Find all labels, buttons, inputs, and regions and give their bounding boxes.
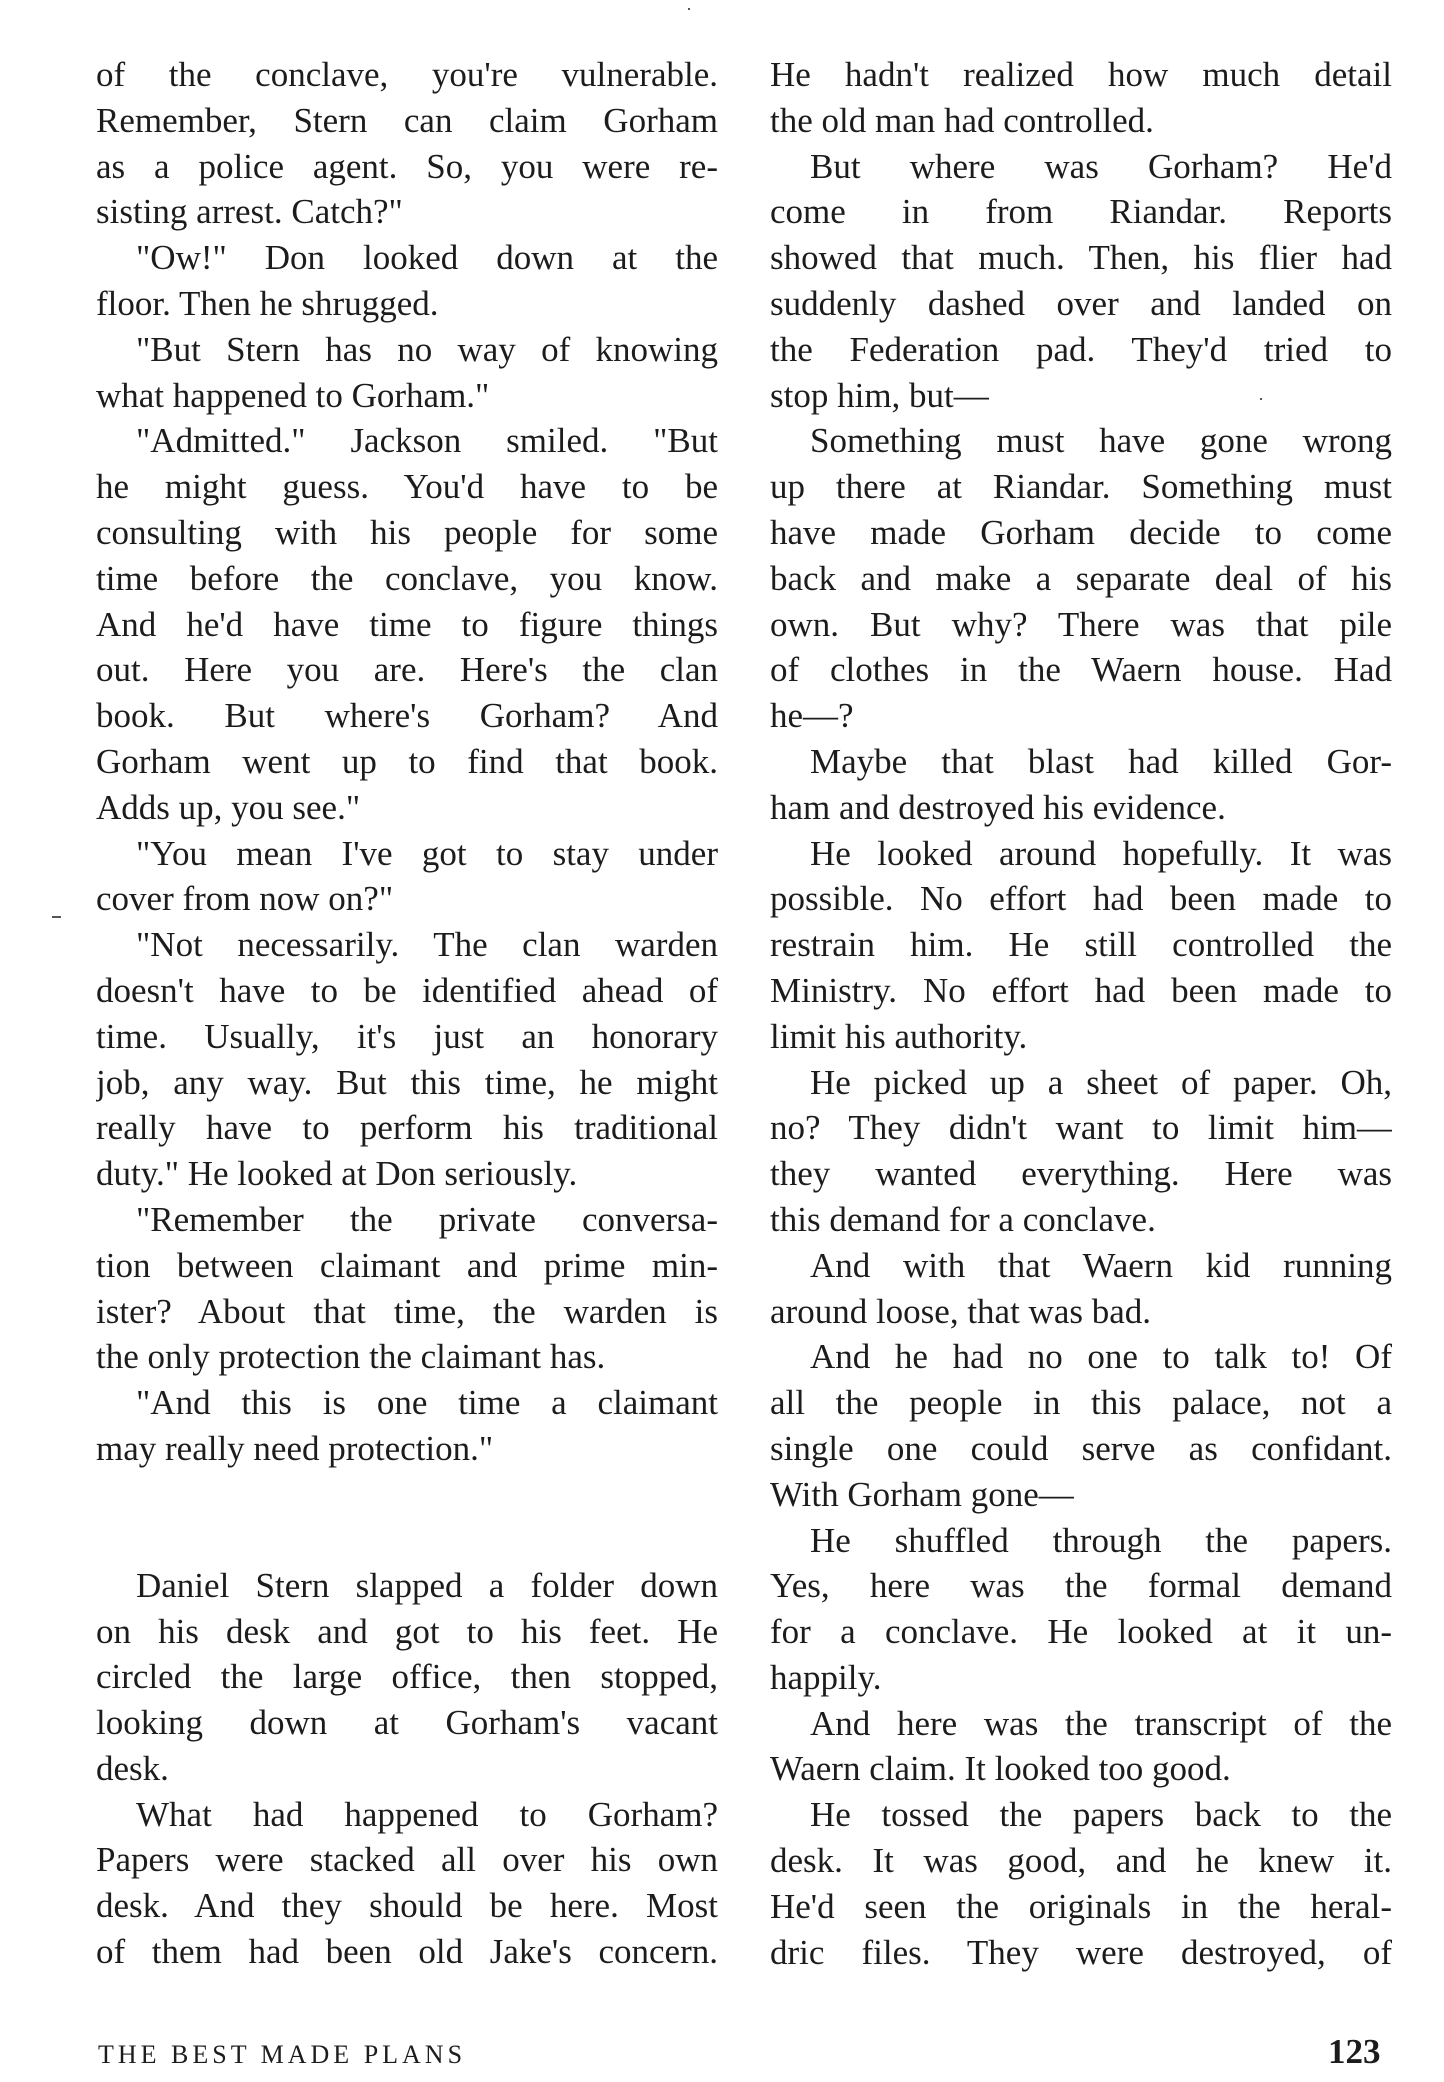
text-line: And he'd have time to figure things — [96, 604, 718, 644]
text-line: "Admitted." Jackson smiled. "But — [136, 421, 718, 461]
text-line: Waern claim. It looked too good. — [770, 1749, 1231, 1789]
text-line: "Not necessarily. The clan warden — [136, 925, 718, 965]
text-line: He looked around hopefully. It was — [810, 833, 1392, 873]
text-line: desk. — [96, 1748, 169, 1788]
text-line: as a police agent. So, you were re- — [96, 146, 718, 186]
text-line: stop him, but— — [770, 375, 989, 415]
text-line: What had happened to Gorham? — [136, 1794, 718, 1834]
margin-dot-mark — [1260, 398, 1262, 400]
text-line: Maybe that blast had killed Gor- — [810, 741, 1392, 781]
text-line: come in from Riandar. Reports — [770, 192, 1392, 232]
text-line: all the people in this palace, not a — [770, 1383, 1392, 1423]
text-line: the old man had controlled. — [770, 100, 1154, 140]
text-line: doesn't have to be identified ahead of — [96, 970, 718, 1010]
text-line: job, any way. But this time, he might — [96, 1062, 718, 1102]
text-line: no? They didn't want to limit him— — [770, 1108, 1392, 1148]
text-line: looking down at Gorham's vacant — [96, 1703, 718, 1743]
right-text-column — [770, 52, 1392, 1975]
text-line: on his desk and got to his feet. He — [96, 1611, 718, 1651]
text-line: happily. — [770, 1657, 882, 1697]
text-line: he—? — [770, 696, 854, 736]
text-line: And with that Waern kid running — [810, 1245, 1392, 1285]
text-line: He picked up a sheet of paper. Oh, — [810, 1062, 1392, 1102]
text-line: "But Stern has no way of knowing — [136, 329, 718, 369]
text-line: may really need protection." — [96, 1428, 494, 1468]
text-line: ister? About that time, the warden is — [96, 1291, 718, 1331]
running-title: THE BEST MADE PLANS — [98, 2040, 467, 2069]
text-line: cover from now on?" — [96, 879, 394, 919]
page-number: 123 — [1328, 2032, 1381, 2071]
text-line: what happened to Gorham." — [96, 375, 490, 415]
text-line: suddenly dashed over and landed on — [770, 283, 1392, 323]
text-line: Remember, Stern can claim Gorham — [96, 100, 718, 140]
text-line: time before the conclave, you know. — [96, 558, 718, 598]
text-line: out. Here you are. Here's the clan — [96, 650, 718, 690]
text-line: "You mean I've got to stay under — [136, 833, 718, 873]
text-line: possible. No effort had been made to — [770, 879, 1392, 919]
text-line: showed that much. Then, his flier had — [770, 238, 1392, 278]
margin-dot-mark — [688, 8, 690, 10]
text-line: this demand for a conclave. — [770, 1199, 1156, 1239]
text-line: desk. And they should be here. Most — [96, 1886, 718, 1926]
section-break — [96, 1472, 718, 1563]
text-line: dric files. They were destroyed, of — [770, 1932, 1392, 1972]
text-line: of the conclave, you're vulnerable. — [96, 55, 718, 94]
text-line: they wanted everything. Here was — [770, 1154, 1392, 1194]
text-line: desk. It was good, and he knew it. — [770, 1841, 1392, 1881]
text-line: the only protection the claimant has. — [96, 1337, 606, 1377]
text-line: He shuffled through the papers. — [810, 1520, 1392, 1560]
text-line: circled the large office, then stopped, — [96, 1657, 718, 1697]
text-line: back and make a separate deal of his — [770, 558, 1392, 598]
text-line: With Gorham gone— — [770, 1474, 1074, 1514]
text-line: And he had no one to talk to! Of — [810, 1337, 1392, 1377]
text-line: Yes, here was the formal demand — [770, 1566, 1392, 1606]
text-line: he might guess. You'd have to be — [96, 467, 718, 507]
text-line: restrain him. He still controlled the — [770, 925, 1392, 965]
text-line: He hadn't realized how much detail — [770, 55, 1392, 94]
text-line: Gorham went up to find that book. — [96, 741, 718, 781]
text-line: limit his authority. — [770, 1016, 1028, 1056]
text-line: Daniel Stern slapped a folder down — [136, 1565, 718, 1605]
text-line: of clothes in the Waern house. Had — [770, 650, 1392, 690]
text-line: for a conclave. He looked at it un- — [770, 1612, 1392, 1652]
text-line: Papers were stacked all over his own — [96, 1840, 718, 1880]
text-line: around loose, that was bad. — [770, 1291, 1152, 1331]
text-line: sisting arrest. Catch?" — [96, 192, 403, 232]
text-line: "And this is one time a claimant — [136, 1383, 718, 1423]
text-line: own. But why? There was that pile — [770, 604, 1392, 644]
left-text-column — [96, 52, 718, 1975]
text-line: time. Usually, it's just an honorary — [96, 1016, 718, 1056]
text-line: single one could serve as confidant. — [770, 1428, 1392, 1468]
text-line: really have to perform his traditional — [96, 1108, 718, 1148]
text-line: And here was the transcript of the — [810, 1703, 1392, 1743]
text-line: Ministry. No effort had been made to — [770, 970, 1392, 1010]
text-line: "Ow!" Don looked down at the — [136, 238, 718, 278]
text-line: of them had been old Jake's concern. — [96, 1932, 718, 1972]
margin-dash-mark — [52, 916, 61, 918]
text-line: Adds up, you see." — [96, 787, 361, 827]
text-line: "Remember the private conversa- — [136, 1199, 718, 1239]
text-line: book. But where's Gorham? And — [96, 696, 718, 736]
text-line: the Federation pad. They'd tried to — [770, 329, 1392, 369]
text-line: But where was Gorham? He'd — [810, 146, 1392, 186]
text-line: tion between claimant and prime min- — [96, 1245, 718, 1285]
text-line: consulting with his people for some — [96, 512, 718, 552]
text-line: He'd seen the originals in the heral- — [770, 1886, 1392, 1926]
text-line: duty." He looked at Don seriously. — [96, 1154, 578, 1194]
text-line: up there at Riandar. Something must — [770, 467, 1392, 507]
text-line: floor. Then he shrugged. — [96, 283, 439, 323]
text-line: He tossed the papers back to the — [810, 1795, 1392, 1835]
text-line: Something must have gone wrong — [810, 421, 1392, 461]
text-line: have made Gorham decide to come — [770, 512, 1392, 552]
text-line: ham and destroyed his evidence. — [770, 787, 1226, 827]
